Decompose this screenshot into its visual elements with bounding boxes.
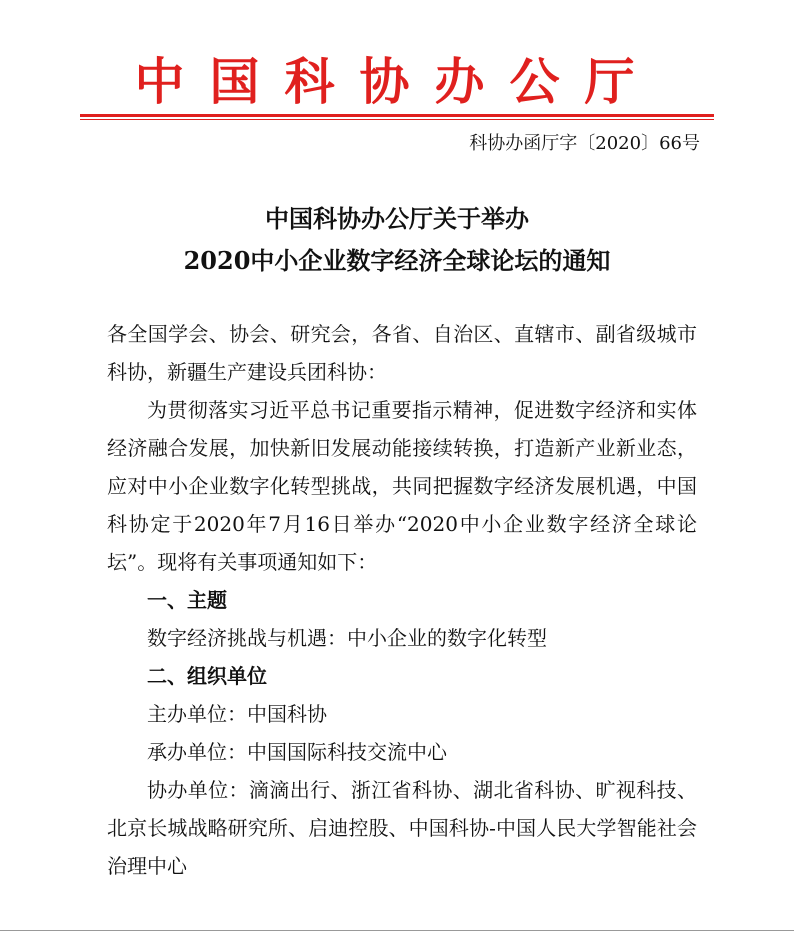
host-unit: 主办单位：中国科协 xyxy=(147,702,327,726)
header-red-rule-thick xyxy=(80,114,714,117)
organizer-unit: 承办单位：中国国际科技交流中心 xyxy=(147,740,447,764)
section-2-heading: 二、组织单位 xyxy=(147,664,267,688)
document-body xyxy=(107,315,697,885)
co-organizer-units: 协办单位：滴滴出行、浙江省科协、湖北省科协、旷视科技、北京长城战略研究所、启迪控股、中国科协-中国人民大学智能社会治理中心 xyxy=(107,778,697,878)
section-1-text: 数字经济挑战与机遇：中小企业的数字化转型 xyxy=(147,626,547,650)
section-1-heading: 一、主题 xyxy=(147,588,227,612)
intro-paragraph: 为贯彻落实习近平总书记重要指示精神，促进数字经济和实体经济融合发展，加快新旧发展动能接续转换，打造新产业新业态，应对中小企业数字化转型挑战，共同把握数字经济发展机遇，中国科协定于2020年7月16日举办“2020中小企业数字经济全球论坛”。现将有关事项通知如下： xyxy=(107,398,697,574)
page-bottom-border xyxy=(0,930,794,931)
document-title-line-1: 中国科协办公厅关于举办 xyxy=(265,204,529,233)
issuer-header-title: 中国科协办公厅 xyxy=(134,52,660,111)
header-red-rule-thin xyxy=(80,119,714,120)
addressee-paragraph: 各全国学会、协会、研究会，各省、自治区、直辖市、副省级城市科协，新疆生产建设兵团科协： xyxy=(107,322,697,384)
document-title xyxy=(80,198,714,282)
document-title-line-2: 2020中小企业数字经济全球论坛的通知 xyxy=(183,246,611,275)
document-number: 科协办函厅字〔2020〕66号 xyxy=(469,133,700,154)
